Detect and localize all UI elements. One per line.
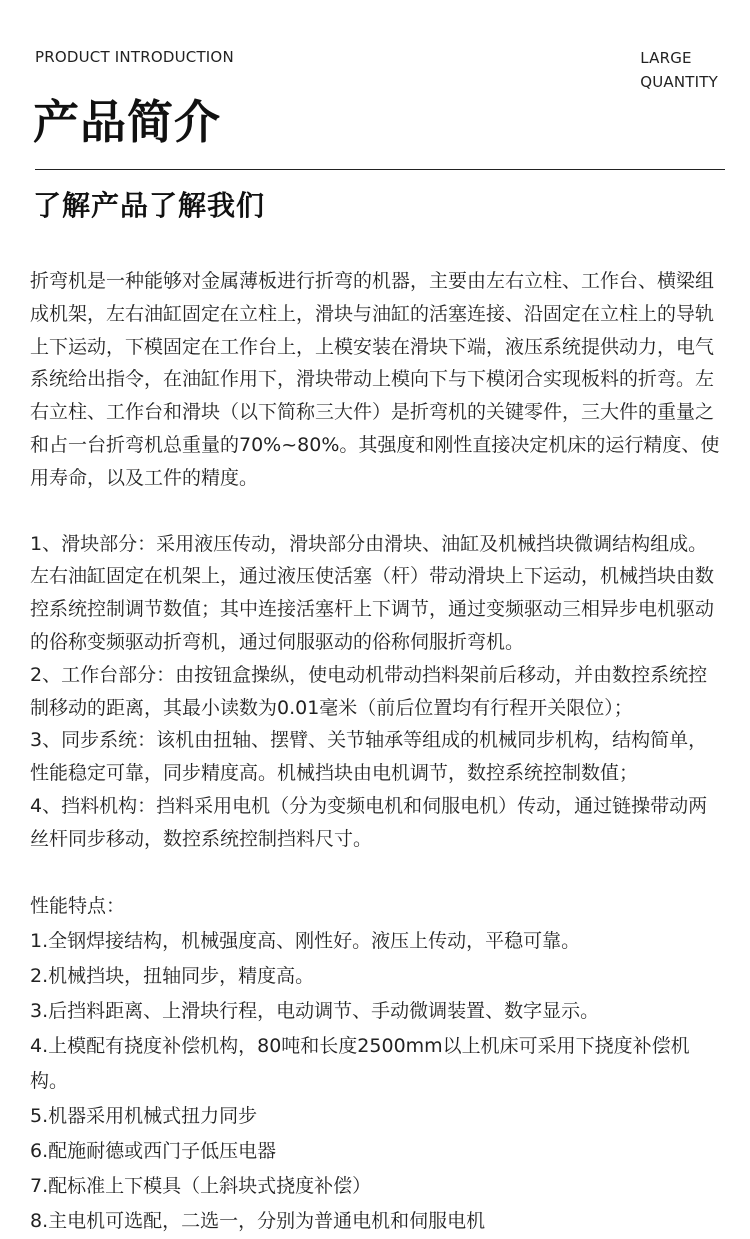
feature-item: 6.配施耐德或西门子低压电器: [30, 1139, 277, 1162]
paragraph-gap: [30, 495, 724, 528]
title-divider: [35, 169, 725, 170]
header-en-tag-line2: QUANTITY: [640, 73, 718, 91]
part-item: 3、同步系统：该机由扭轴、摆臂、关节轴承等组成的机械同步机构，结构简单，性能稳定可靠，同步精度高。机械挡块由电机调节，数控系统控制数值；: [30, 729, 708, 785]
part-item: 1、滑块部分：采用液压传动，滑块部分由滑块、油缸及机械挡块微调结构组成。左右油缸固定在机架上，通过液压使活塞（杆）带动滑块上下运动，机械挡块由数控系统控制调节数值；其中连接活塞杆上下调节，通过变频驱动三相异步电机驱动的俗称变频驱动折弯机，通过伺服驱动的俗称伺服折弯机。: [30, 532, 715, 653]
header-en-tag-line1: LARGE: [640, 49, 692, 67]
feature-item: 4.上模配有挠度补偿机构，80吨和长度2500mm以上机床可采用下挠度补偿机构。: [30, 1034, 690, 1092]
intro-paragraph: 折弯机是一种能够对金属薄板进行折弯的机器，主要由左右立柱、工作台、横梁组成机架，左右油缸固定在立柱上，滑块与油缸的活塞连接、沿固定在立柱上的导轨上下运动，下模固定在工作台上，上模安装在滑块下端，液压系统提供动力，电气系统给出指令，在油缸作用下，滑块带动上模向下与下模闭合实现板料的折弯。左右立柱、工作台和滑块（以下简称三大件）是折弯机的关键零件，三大件的重量之和占一台折弯机总重量的70%~80%。其强度和刚性直接决定机床的运行精度、使用寿命，以及工件的精度。: [30, 270, 720, 489]
paragraph-gap: [30, 856, 724, 889]
header-en-label: PRODUCT INTRODUCTION: [35, 48, 234, 66]
feature-item: 8.主电机可选配，二选一，分别为普通电机和伺服电机: [30, 1209, 486, 1232]
article-body: [30, 265, 724, 1239]
feature-item: 1.全钢焊接结构，机械强度高、刚性好。液压上传动，平稳可靠。: [30, 929, 581, 952]
page-title: 产品简介: [33, 95, 221, 149]
feature-item: 7.配标准上下模具（上斜块式挠度补偿）: [30, 1174, 372, 1197]
feature-item: 5.机器采用机械式扭力同步: [30, 1104, 258, 1127]
header-en-tag: [640, 46, 718, 94]
feature-item: 2.机械挡块，扭轴同步，精度高。: [30, 964, 315, 987]
page-subtitle: 了解产品了解我们: [33, 189, 266, 222]
feature-item: 3.后挡料距离、上滑块行程，电动调节、手动微调装置、数字显示。: [30, 999, 600, 1022]
part-item: 4、挡料机构：挡料采用电机（分为变频电机和伺服电机）传动，通过链操带动两丝杆同步移动，数控系统控制挡料尺寸。: [30, 794, 708, 850]
features-section: [30, 889, 724, 1239]
features-heading: 性能特点：: [30, 894, 126, 917]
part-item: 2、工作台部分：由按钮盒操纵，使电动机带动挡料架前后移动，并由数控系统控制移动的距离，其最小读数为0.01毫米（前后位置均有行程开关限位）；: [30, 663, 708, 719]
